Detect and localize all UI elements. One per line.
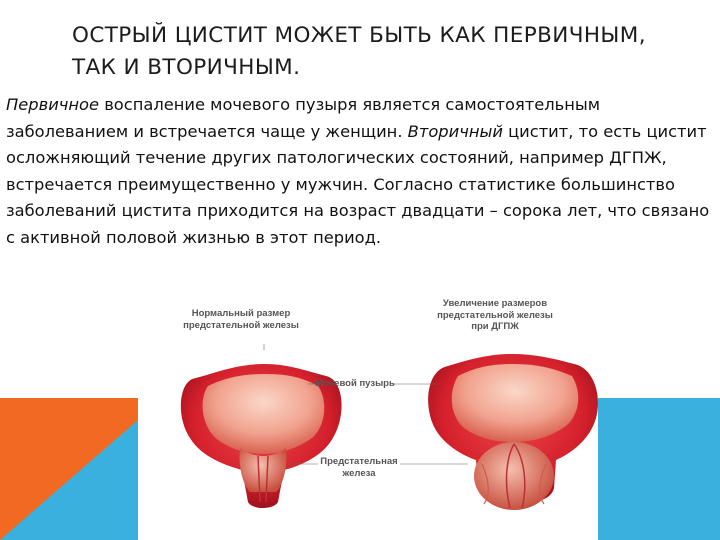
bladder-enlarged-drawing — [428, 354, 598, 510]
bladder-normal-drawing — [181, 344, 342, 508]
secondary-description: цистит, то есть цистит осложняющий течение других патологических состояний, например ДГПЖ, встречается преимущественно у мужчин. Согласно статистике большинство заболеваний цистита приходится на возраст двадцати – сорока лет, что связано с активной половой жизнью в этот период. — [6, 121, 710, 247]
label-bladder — [314, 378, 396, 390]
blue-right-shape — [598, 398, 720, 540]
label-normal-size — [166, 308, 316, 331]
slide-title — [72, 20, 702, 84]
label-enlarged-line-1: Увеличение размеров — [442, 298, 548, 309]
term-secondary: Вторичный — [407, 121, 503, 141]
title-line-2: ТАК И ВТОРИЧНЫМ. — [72, 55, 301, 80]
primary-description: воспаление мочевого пузыря является самостоятельным заболеванием и встречается чаще у женщин. — [6, 95, 601, 141]
label-normal-line-1: Нормальный размер — [191, 308, 291, 319]
term-primary: Первичное — [6, 95, 100, 114]
label-prostate — [314, 456, 404, 479]
anatomy-illustration — [138, 288, 598, 530]
label-prostate-line-1: Предстательная — [320, 456, 398, 467]
title-line-1: ОСТРЫЙ ЦИСТИТ МОЖЕТ БЫТЬ КАК ПЕРВИЧНЫМ, — [72, 23, 646, 48]
label-enlarged-size — [420, 298, 570, 333]
label-normal-line-2: предстательной железы — [183, 319, 299, 331]
label-bladder-text: Мочевой пузырь — [315, 378, 395, 389]
body-paragraph — [6, 92, 711, 251]
label-enlarged-line-2: предстательной железы — [437, 309, 553, 321]
label-prostate-line-2: железа — [342, 467, 376, 479]
label-enlarged-line-3: при ДГПЖ — [471, 321, 519, 332]
